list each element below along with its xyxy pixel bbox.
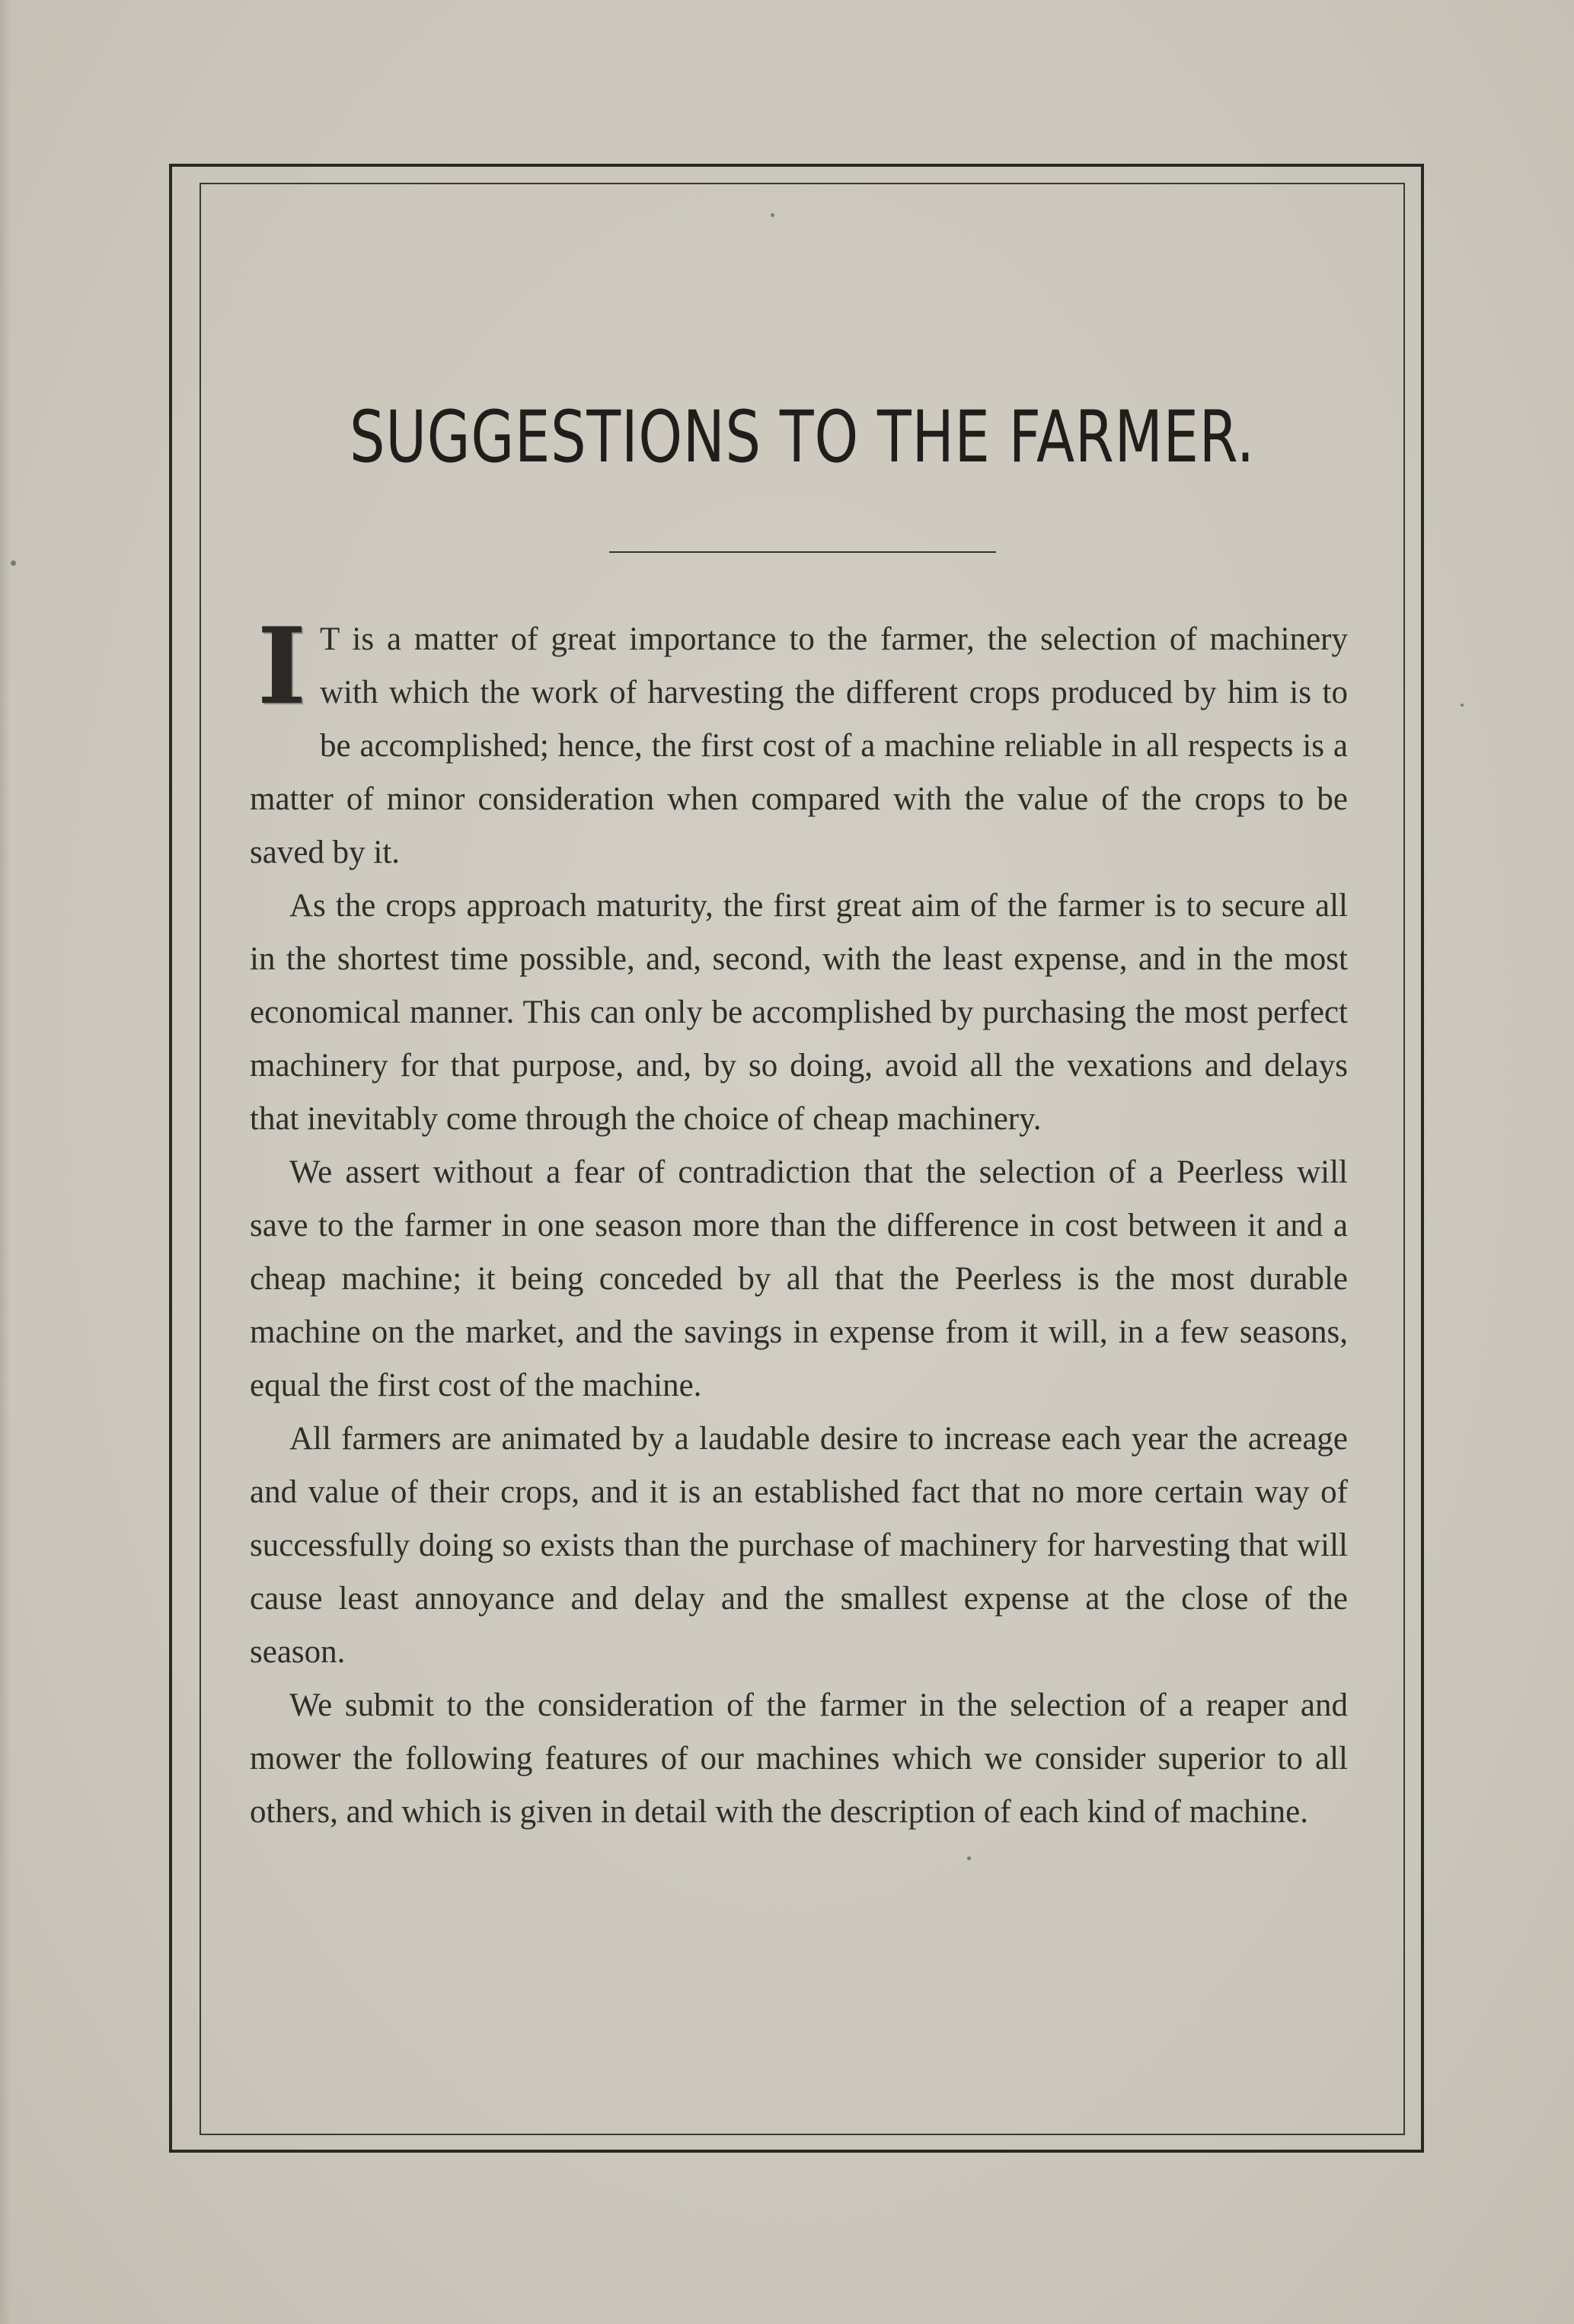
paragraph-1-text: is a matter of great importance to the farmer, the selection of machinery with which the work of harvesting the different crops produced by him is to be accomplished; hence, the first cost of a machine reliable in all respects is a matter of minor consideration when compared with the value of the crops to be saved by it. [250, 621, 1348, 870]
paragraph-1 [250, 604, 1348, 879]
paper-speck [967, 1856, 971, 1860]
page-title: SUGGESTIONS TO THE FARMER. [350, 396, 1255, 479]
paragraph-4: All farmers are animated by a laudable desire to increase each year the acreage and value of their crops, and it is an established fact that no more certain way of successfully doing so exists than the purchase of machinery for harvesting that will cause least annoyance and delay and the smallest expense at the close of the season. [250, 1421, 1348, 1670]
ornamental-drop-cap: I [257, 604, 307, 728]
paper-speck [11, 560, 16, 566]
spine-shadow [0, 0, 11, 2324]
lead-caps: T [320, 621, 340, 657]
body-text [250, 604, 1348, 1839]
paper-speck [1461, 704, 1464, 707]
paragraph-2: As the crops approach maturity, the first great aim of the farmer is to secure all in the shortest time possible, and, second, with the least expense, and in the most economical manner. This can only be accomplished by purchasing the most perfect machinery for that purpose, and, by so doing, avoid all the vexations and delays that inevitably come through the choice of cheap machinery. [250, 888, 1348, 1137]
title-divider-rule [609, 551, 996, 553]
paragraph-5: We submit to the consideration of the farmer in the selection of a reaper and mower the following features of our machines which we consider superior to all others, and which is given in detail with the description of each kind of machine. [250, 1687, 1348, 1830]
paper-speck [771, 213, 774, 217]
paragraph-3: We assert without a fear of contradiction that the selection of a Peerless will save to the farmer in one season more than the difference in cost between it and a cheap machine; it being conceded by all that the Peerless is the most durable machine on the market, and the savings in expense from it will, in a few seasons, equal the first cost of the machine. [250, 1154, 1348, 1403]
